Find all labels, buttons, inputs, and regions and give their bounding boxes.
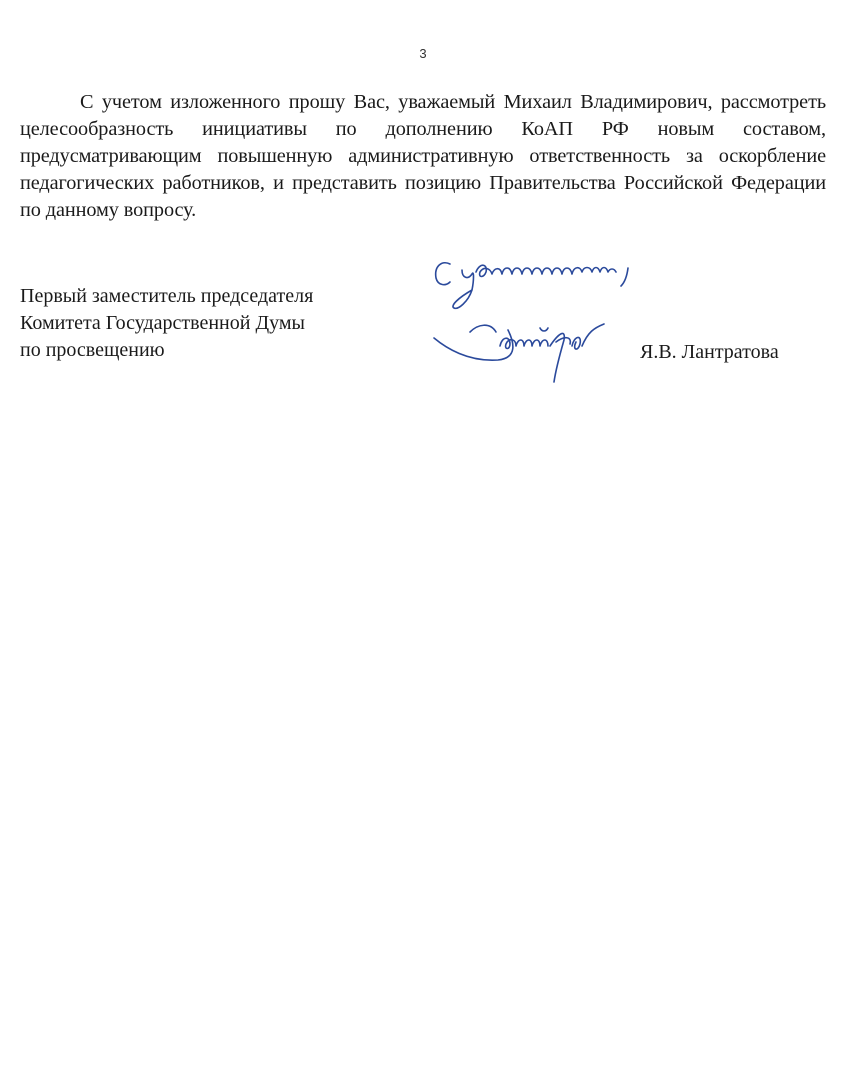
body-paragraph: С учетом изложенного прошу Вас, уважаемый Михаил Владимирович, рассмотреть целесообразность инициативы по дополнению КоАП РФ новым составом, предусматривающим повышенную административную ответственность за оскорбление педагогических работников, и представить позицию Правительства Российской Федерации по данному вопросу. bbox=[20, 91, 826, 221]
signer-title bbox=[20, 283, 313, 364]
signer-title-line: Первый заместитель председателя bbox=[20, 285, 314, 307]
page-number: 3 bbox=[419, 46, 427, 61]
signer-title-line: Комитета Государственной Думы bbox=[20, 312, 305, 334]
handwritten-signature-icon bbox=[428, 250, 708, 395]
signer-name: Я.В. Лантратова bbox=[640, 341, 779, 363]
signer-title-line: по просвещению bbox=[20, 339, 165, 361]
